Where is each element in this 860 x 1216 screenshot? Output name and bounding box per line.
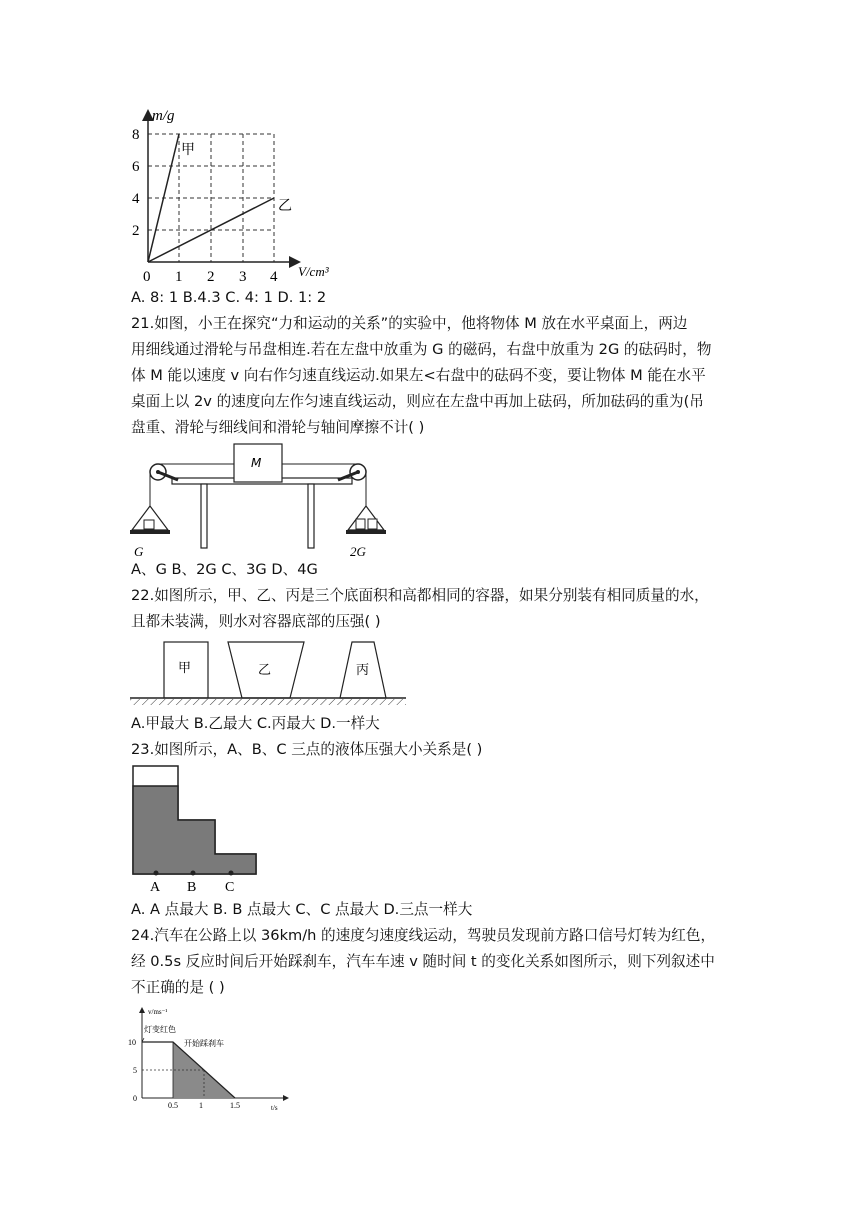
note-light-red: 灯变红色 [144, 1025, 176, 1034]
svg-text:6: 6 [132, 159, 140, 175]
svg-text:G: G [134, 544, 144, 559]
x-tick-1: 1 [199, 1101, 203, 1110]
q24-line-1: 24.汽车在公路上以 36km/h 的速度匀速度线运动，驾驶员发现前方路口信号灯转为红色， [131, 927, 716, 944]
svg-text:2: 2 [132, 223, 140, 239]
q22-line-1: 22.如图所示，甲、乙、丙是三个底面积和高都相同的容器，如果分别装有相同质量的水， [131, 587, 709, 604]
q21-line-3: 体 M 能以速度 v 向右作匀速直线运动.如果左<右盘中的砝码不变，要让物体 M 能在水平 [131, 367, 706, 384]
point-b [191, 871, 196, 876]
vt-y-label: v/ms⁻¹ [148, 1008, 168, 1016]
q20-options: A. 8: 1 B.4.3 C. 4: 1 D. 1: 2 [131, 289, 327, 306]
q21-line-4: 桌面上以 2v 的速度向左作匀速直线运动，则应在左盘中再加上砝码，所加砝码的重为(吊 [131, 393, 704, 410]
q21-options: A、G B、2G C、3G D、4G [131, 561, 318, 578]
q24-line-3: 不正确的是 ( ) [131, 979, 225, 996]
y-tick-1: 5 [133, 1066, 137, 1075]
svg-text:甲: 甲 [178, 661, 192, 676]
q21-line-5: 盘重、滑轮与细线间和滑轮与轴间摩擦不计( ) [131, 419, 425, 436]
q22-options: A.甲最大 B.乙最大 C.丙最大 D.一样大 [131, 715, 380, 732]
x-axis-label: V/cm³ [298, 264, 329, 279]
stepped-container-figure [128, 764, 264, 896]
containers-figure [128, 634, 408, 706]
label-yi: 乙 [278, 198, 292, 214]
svg-text:4: 4 [132, 191, 140, 207]
note-brake: 开始踩刹车 [184, 1039, 224, 1048]
svg-text:0: 0 [143, 269, 151, 285]
pulley-table-figure [128, 440, 398, 562]
y-tick-2: 0 [133, 1094, 137, 1103]
svg-text:丙: 丙 [356, 663, 370, 678]
q23-line-1: 23.如图所示，A、B、C 三点的液体压强大小关系是( ) [131, 741, 483, 758]
svg-text:B: B [187, 880, 197, 895]
y-tick-0: 10 [128, 1038, 136, 1047]
mass-volume-graph [126, 106, 356, 286]
point-a [154, 871, 159, 876]
y-axis-label: m/g [152, 108, 175, 124]
line-jia [148, 134, 179, 262]
svg-text:1: 1 [175, 269, 183, 285]
svg-text:4: 4 [270, 269, 278, 285]
svg-text:A: A [150, 880, 161, 895]
velocity-time-chart [128, 1004, 294, 1114]
x-tick-2: 1.5 [230, 1101, 240, 1110]
svg-text:C: C [225, 880, 235, 895]
q21-line-1: 21.如图，小王在探究“力和运动的关系”的实验中，他将物体 M 放在水平桌面上，两边 [131, 315, 688, 332]
svg-text:M: M [251, 456, 262, 470]
vt-x-label: t/s [271, 1104, 278, 1112]
liquid [133, 786, 256, 874]
label-jia: 甲 [181, 142, 195, 158]
svg-text:2: 2 [207, 269, 215, 285]
point-c [229, 871, 234, 876]
q21-line-2: 用细线通过滑轮与吊盘相连.若在左盘中放重为 G 的磁码，右盘中放重为 2G 的砝码时，物 [131, 341, 712, 358]
x-tick-0: 0.5 [168, 1101, 178, 1110]
svg-text:2G: 2G [350, 544, 366, 559]
svg-text:乙: 乙 [258, 663, 272, 678]
svg-text:3: 3 [239, 269, 247, 285]
q22-line-2: 且都未装满，则水对容器底部的压强( ) [131, 613, 381, 630]
svg-text:8: 8 [132, 127, 140, 143]
q23-options: A. A 点最大 B. B 点最大 C、C 点最大 D.三点一样大 [131, 901, 473, 918]
q24-line-2: 经 0.5s 反应时间后开始踩刹车，汽车车速 v 随时间 t 的变化关系如图所示，则下列叙述中 [131, 953, 715, 970]
